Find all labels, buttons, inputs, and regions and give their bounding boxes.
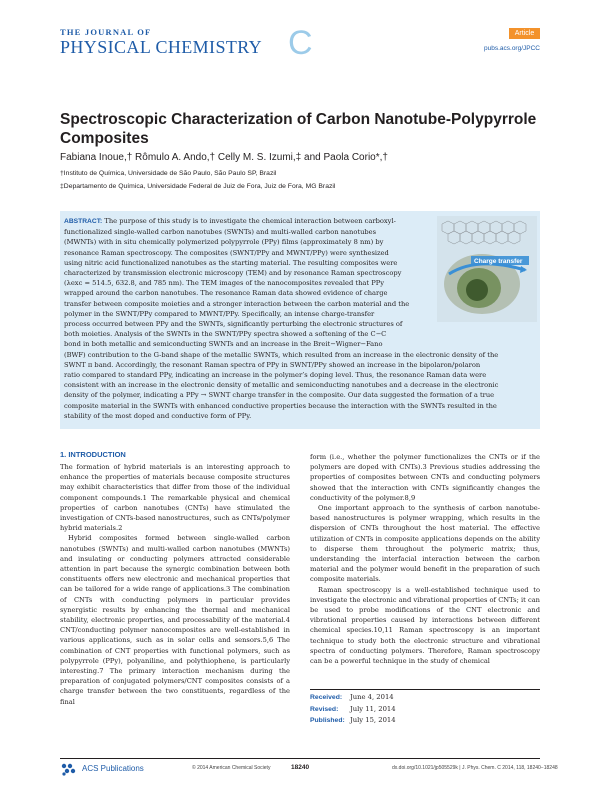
nanotube-illustration — [437, 216, 537, 322]
acs-logo-icon — [60, 762, 78, 776]
history-row: Revised: July 11, 2014 — [310, 704, 396, 713]
right-column — [310, 452, 540, 666]
journal-logo — [60, 24, 313, 77]
footer-divider — [60, 758, 540, 759]
abstract-line: transfer between composite moieties and a stronger interaction between the carbon material and the — [64, 299, 410, 308]
section-heading-introduction: 1. INTRODUCTION — [60, 450, 126, 459]
abstract-line: ratio compared to standard PPy, indicating an increase in the polymer’s doping level. Thus, the resonance Raman data were — [64, 371, 487, 380]
graphic-label: Charge transfer — [474, 258, 523, 265]
toc-graphic — [437, 216, 537, 322]
abstract-line: composite material in the SWNTs with enhanced conductive properties because the interaction with the SWNTs resulted in the — [64, 401, 497, 410]
abstract-line: functionalized single-walled carbon nanotubes (SWNTs) and multi-walled carbon nanotubes — [64, 228, 377, 237]
abstract-line: bond in both metallic and semiconducting SWNTs and an increase in the Breit−Wigner−Fano — [64, 340, 383, 349]
copyright: © 2014 American Chemical Society — [192, 765, 271, 771]
paragraph: form (i.e., whether the polymer functionalizes the CNTs or if the polymers are doped with CNTs).3 Previous studies addressing the properties of composites between CNTs and conducting polymers showed that the interaction with CNTs significantly changes the conductivity of the polymer.8,9 — [310, 453, 540, 502]
history-row: Published: July 15, 2014 — [310, 716, 396, 724]
abstract-line: consistent with an increase in the electronic density of metallic and semiconducting nanotubes and a decrease in the electronic — [64, 381, 499, 390]
journal-url[interactable]: pubs.acs.org/JPCC — [484, 45, 540, 52]
doi-citation[interactable]: dx.doi.org/10.1021/jp505529k | J. Phys. Chem. C 2014, 118, 18240−18248 — [392, 765, 558, 771]
abstract-line: both moieties. Analysis of the SWNTs in the SWNT/PPy spectra showed a softening of the C−C — [64, 330, 387, 339]
abstract-line: (λexc = 514.5, 632.8, and 785 nm). The TEM images of the nanocomposites revealed that PPy — [64, 279, 384, 288]
abstract-line: process occurred between PPy and the SWNTs, significantly perturbing the electronic structures of — [64, 320, 403, 329]
abstract-line: characterized by transmission electronic microscopy (TEM) and by resonance Raman spectroscopy — [64, 269, 402, 278]
article-title: Spectroscopic Characterization of Carbon Nanotube-Polypyrrole Composites — [60, 111, 537, 147]
abstract-line: wrapped around the carbon nanotubes. The resonance Raman data showed evidence of charge — [64, 289, 388, 298]
abstract-line: polymer in the SWNT/PPy compared to MWNT/PPy. Specifically, an intense charge-transfer — [64, 309, 375, 318]
paragraph: Hybrid composites formed between single-walled carbon nanotubes (SWNTs) and multi-walled carbon nanotubes (MWNTs) and insulating or conducting polymers attracted considerable attention in part because the synergic combination between both constituents offers new electronic and mechanical properties that can be tailored for a wide range of applications.3 The combination of CNTs with conducting polymers in particular provides synergistic results by enhancing the thermal and mechanical stability, electronic properties, and processability of the material.4 CNT/conducting polymer nanocomposites are well-established in various applications, such as in solar cells and sensors.5,6 The combination of CNT properties with functional polymers, such as polypyrrole (PPy), polyaniline, and polythiophene, is particularly interesting.7 The primary interaction mechanism during the preparation of conjugated polymers/CNT composites consists of a charge transfer between the two constituents, regardless of the final — [60, 534, 290, 706]
paragraph: Raman spectroscopy is a well-established technique used to investigate the electronic and vibrational properties of CNTs; it can be used to probe modifications of the CNT electronic and vibrational properties caused by interactions between different chemical species.10,11 Raman spectroscopy is an important technique to study both the electronic structure and vibrational spectra of conducting polymers. Therefore, Raman spectroscopy can be a powerful technique in the study of chemical — [310, 585, 540, 666]
abstract-line: stability of the most doped and conductive form of PPy. — [64, 411, 252, 420]
page-number: 18240 — [291, 764, 310, 771]
left-column — [60, 462, 290, 707]
history-row: Received: June 4, 2014 — [310, 693, 394, 701]
abstract-heading: ABSTRACT: — [64, 218, 103, 225]
affiliation-1: †Instituto de Química, Universidade de São Paulo, São Paulo SP, Brazil — [60, 170, 277, 177]
journal-name-top: THE JOURNAL OF — [60, 27, 152, 37]
affiliation-2: ‡Departamento de Química, Universidade Federal de Juiz de Fora, Juiz de Fora, MG Brazil — [60, 183, 336, 190]
publisher-name: ACS Publications — [82, 764, 144, 773]
abstract-line: density of the polymer, indicating a PPy → SWNT charge transfer in the composite. Our data suggested the formation of a true — [64, 391, 495, 400]
abstract-line: SWNT π band. Accordingly, the resonant Raman spectra of PPy in SWNT/PPy showed an increase in the bipolaron/polaron — [64, 360, 481, 369]
abstract-line: ABSTRACT: The purpose of this study is to investigate the chemical interaction between carboxyl- — [64, 217, 396, 225]
paragraph: One important approach to the synthesis of carbon nanotube-based nanostructures is polymer wrapping, which results in the dispersion of CNTs throughout the host material. The effective utilization of CNTs in composite applications depends on the ability to disperse them throughout the polymeric matrix; thus, understanding the interfacial interaction between the carbon material and the polymer would benefit in the preparation of such composite materials. — [310, 504, 540, 584]
abstract-line: (MWNTs) with in situ chemically polymerized polypyrrole (PPy) films (approximately 8 nm) by — [64, 238, 384, 247]
journal-name-main: PHYSICAL CHEMISTRY — [60, 37, 263, 57]
publication-history — [310, 689, 540, 727]
paragraph: The formation of hybrid materials is an interesting approach to enhance the properties of materials because composite structures may exhibit characteristics that differ from those of the individual component compounds.1 The remarkable physical and chemical properties of carbon nanotubes (CNTs) have stimulated the investigation of CNTs-based nanostructures, such as CNTs/polymer hybrid materials.2 — [60, 463, 290, 533]
journal-letter: C — [288, 24, 313, 62]
abstract-line: resonance Raman spectroscopy. The composites (SWNT/PPy and MWNT/PPy) were synthesized — [64, 248, 389, 257]
abstract-line: (BWF) contribution to the G-band shape of the metallic SWNTs, which resulted from an increase in the electronic density of the — [64, 350, 499, 359]
article-type-badge: Article — [509, 28, 540, 39]
author-list: Fabiana Inoue,† Rômulo A. Ando,† Celly M. S. Izumi,‡ and Paola Corio*,† — [60, 152, 388, 163]
abstract-line: using nitric acid functionalized nanotubes as the starting material. The resulting composites were — [64, 258, 398, 267]
